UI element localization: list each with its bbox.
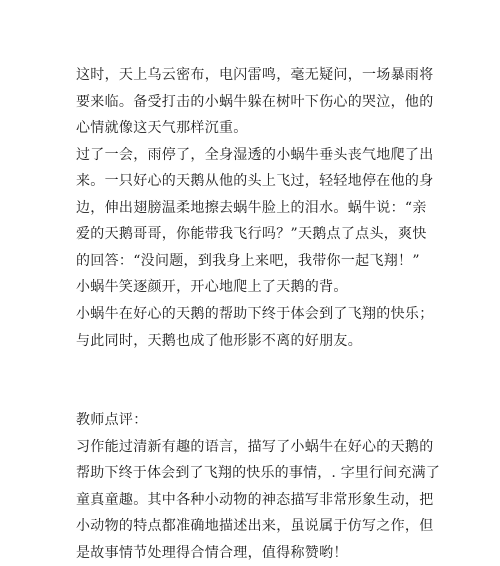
story-line: 来。一只好心的天鹅从他的头上飞过，轻轻地停在他的身	[76, 173, 434, 190]
story-line: 要来临。备受打击的小蜗牛躲在树叶下伤心的哭泣，他的	[76, 93, 434, 110]
review-line: 小动物的特点都准确地描述出来，虽说属于仿写之作，但	[76, 518, 434, 535]
review-line: 帮助下终于体会到了飞翔的快乐的事情，. 字里行间充满了	[76, 465, 441, 482]
story-line: 这时，天上乌云密布，电闪雷鸣，毫无疑问，一场暴雨将	[76, 67, 434, 83]
review-line: 童真童趣。其中各种小动物的神态描写非常形象生动，把	[76, 491, 434, 508]
story-line: 边，伸出翅膀温柔地擦去蜗牛脸上的泪水。蜗牛说：“亲	[76, 199, 427, 216]
story-line: 与此同时，天鹅也成了他形影不离的好朋友。	[76, 332, 362, 349]
review-line: 习作能过清新有趣的语言，描写了小蜗牛在好心的天鹅的	[76, 438, 434, 455]
story-line: 小蜗牛笑逐颜开，开心地爬上了天鹅的背。	[76, 279, 348, 296]
story-line: 小蜗牛在好心的天鹅的帮助下终于体会到了飞翔的快乐；	[76, 306, 434, 322]
review-line: 是故事情节处理得合情合理，值得称赞哟！	[76, 545, 348, 561]
story-line: 过了一会，雨停了，全身湿透的小蜗牛垂头丧气地爬了出	[76, 146, 434, 163]
story-line: 的回答：“没问题，到我身上来吧，我带你一起飞翔！”	[76, 252, 420, 269]
story-line: 心情就像这天气那样沉重。	[76, 120, 248, 137]
review-heading: 教师点评：	[76, 412, 148, 429]
story-line: 爱的天鹅哥哥，你能带我飞行吗？”天鹅点了点头，爽快	[76, 226, 427, 243]
